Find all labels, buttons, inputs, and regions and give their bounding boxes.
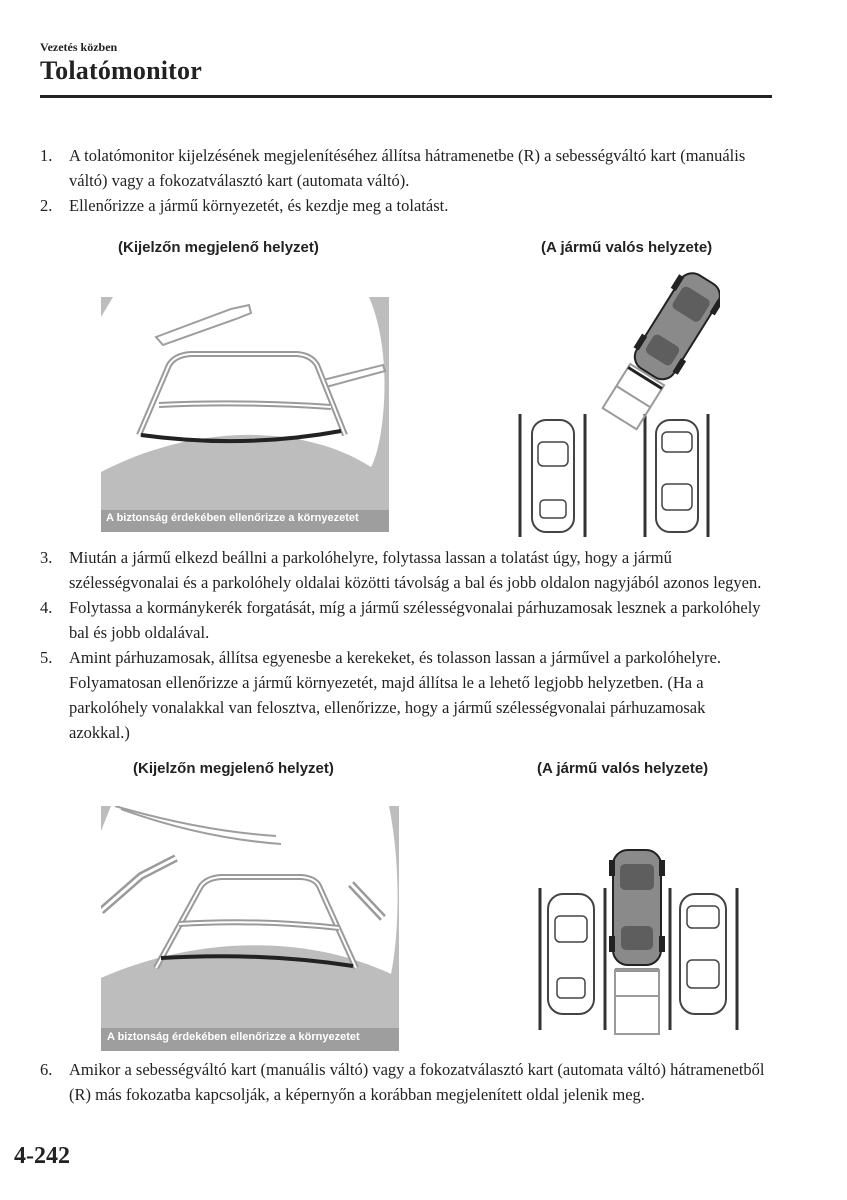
step-item: 5. Amint párhuzamosak, állítsa egyenesbe a kerekeket, és tolasson lassan a járművel a parkolóhelyre. Folyamatosan ellenőrizze a jármű környezetét, majd állítsa le a lehető legjobb helyzetben. (Ha a parkolóhely vonalakkal van felosztva, ellenőrizze, hogy a jármű szélességvonalai párhuzamosak azokkal.): [40, 648, 721, 742]
title-rule: [40, 95, 772, 98]
step-item: 3. Miután a jármű elkezd beállni a parkolóhelyre, folytassa lassan a tolatást úgy, hogy a jármű szélességvonalai és a parkolóhely oldalai közötti távolság a bal és jobb oldalon nagyjából azonos legyen.: [40, 548, 762, 592]
page-title: Tolatómonitor: [40, 56, 202, 85]
page-number: 4-242: [14, 1143, 70, 1169]
camera-display-1: [101, 297, 389, 532]
display-caption: (Kijelzőn megjelenő helyzet): [133, 760, 334, 777]
actual-caption: (A jármű valós helyzete): [537, 760, 709, 777]
steps-list-c: [40, 1057, 770, 1107]
display-caption: (Kijelzőn megjelenő helyzet): [118, 239, 319, 256]
safety-warning: A biztonság érdekében ellenőrizze a környezetet: [107, 1031, 360, 1043]
parking-scene-2: [530, 848, 745, 1038]
step-item: 4. Folytassa a kormánykerék forgatását, míg a jármű szélességvonalai párhuzamosak lesznek a parkolóhely bal és jobb oldalával.: [40, 598, 761, 642]
steps-list-b: [40, 545, 770, 745]
parking-scene-1: [510, 272, 720, 542]
step-item: 1. A tolatómonitor kijelzésének megjelenítéséhez állítsa hátramenetbe (R) a sebességváltó kart (manuális váltó) vagy a fokozatválasztó kart (automata váltó).: [40, 146, 746, 190]
safety-warning: A biztonság érdekében ellenőrizze a környezetet: [106, 512, 359, 524]
steps-list-a: [40, 143, 770, 218]
step-item: 6. Amikor a sebességváltó kart (manuális váltó) vagy a fokozatválasztó kart (automata váltó) hátramenetből (R) más fokozatba kapcsolják, a képernyőn a korábban megjelenített oldal jelenik meg.: [40, 1060, 765, 1104]
step-item: 2. Ellenőrizze a jármű környezetét, és kezdje meg a tolatást.: [40, 196, 449, 215]
camera-display-2: [101, 806, 399, 1051]
section-label: Vezetés közben: [40, 40, 118, 54]
actual-caption: (A jármű valós helyzete): [541, 239, 713, 256]
